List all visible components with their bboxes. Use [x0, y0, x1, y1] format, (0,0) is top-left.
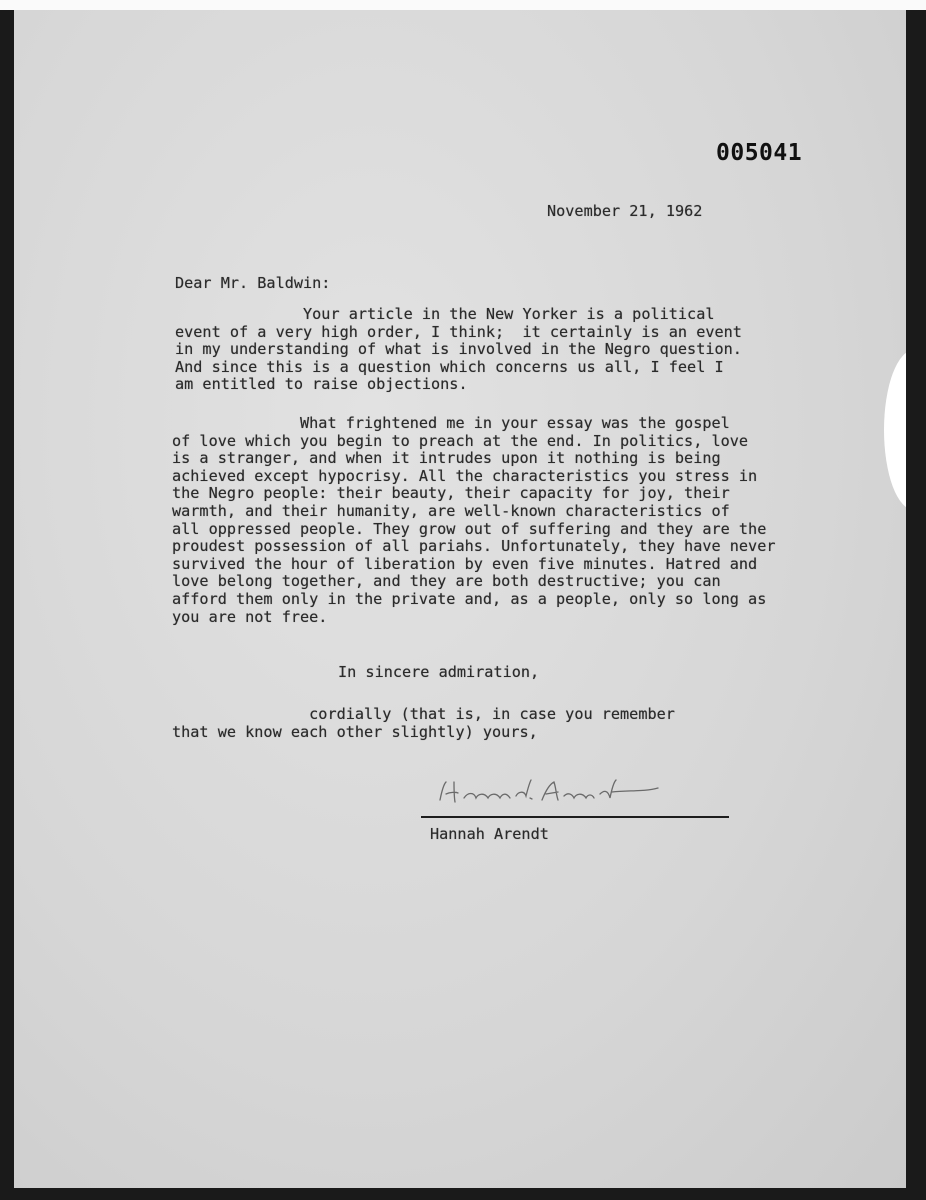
letter-page	[14, 10, 906, 1188]
paragraph-1: Your article in the New Yorker is a political event of a very high order, I think; it certainly is an event in my understanding of what is involved in the Negro question. And since this is a question which concerns us all, I feel I am entitled to raise objections.	[175, 305, 742, 394]
paper-tear	[884, 350, 906, 510]
signature-line	[421, 816, 729, 818]
signer-name: Hannah Arendt	[430, 825, 549, 843]
letter-date: November 21, 1962	[547, 202, 703, 220]
handwritten-signature	[432, 772, 662, 812]
document-number: 005041	[716, 140, 803, 166]
page-top-edge	[0, 0, 926, 10]
salutation: Dear Mr. Baldwin:	[175, 274, 331, 292]
cordial-closing: cordially (that is, in case you remember that we know each other slightly) yours,	[172, 705, 675, 741]
closing-line: In sincere admiration,	[338, 663, 540, 681]
paragraph-2: What frightened me in your essay was the gospel of love which you begin to preach at the end. In politics, love is a stranger, and when it intrudes upon it nothing is being achieved except hypocrisy. All the characteristics you stress in the Negro people: their beauty, their capacity for joy, their warmth, and their humanity, are well-known characteristics of all oppressed people. They grow out of suffering and they are the proudest possession of all pariahs. Unfortunately, they have never survived the hour of liberation by even five minutes. Hatred and love belong together, and they are both destructive; you can afford them only in the private and, as a people, only so long as you are not free.	[172, 414, 776, 626]
